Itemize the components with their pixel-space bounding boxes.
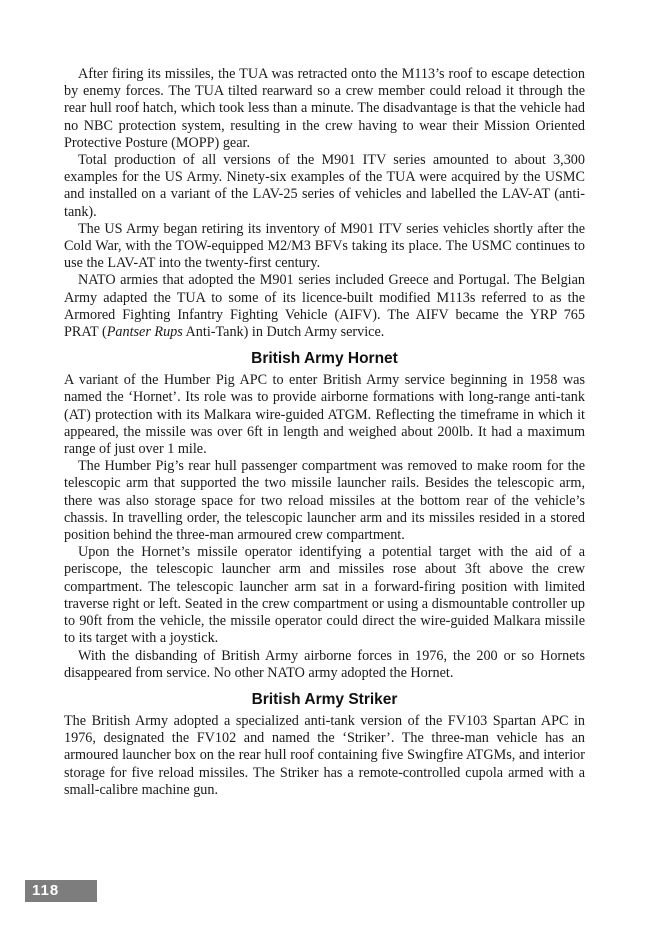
paragraph: Upon the Hornet’s missile operator identifying a potential target with the aid of a periscope, the telescopic launcher arm and missiles rose about 3ft above the crew compartment. The telescopic launcher arm sat in a forward-firing position with limited traverse right or left. Seated in the crew compartment or using a dismountable controller up to 90ft from the vehicle, the missile operator could direct the wire-guided Malkara missile to its target with a joystick. [64,544,585,647]
paragraph: A variant of the Humber Pig APC to enter British Army service beginning in 1958 was named the ‘Hornet’. Its role was to provide airborne formations with long-range anti-tank (AT) protection with its Malkara wire-guided ATGM. Reflecting the timeframe in which it appeared, the missile was over 6ft in length and weighed about 200lb. It had a maximum range of just over 1 mile. [64,372,585,458]
paragraph: After firing its missiles, the TUA was retracted onto the M113’s roof to escape detection by enemy forces. The TUA tilted rearward so a crew member could reload it through the rear hull roof hatch, which took less than a minute. The disadvantage is that the vehicle had no NBC protection system, resulting in the crew having to wear their Mission Oriented Protective Posture (MOPP) gear. [64,66,585,151]
page-body [64,66,585,799]
paragraph-with-italic [64,272,585,341]
text-run: NATO armies that adopted the M901 series included Greece and Portugal. The Belgian Army adapted the TUA to some of its licence-built modified M113s referred to as the Armored Fighting Infantry Fighting Vehicle (AIFV). The AIFV became the YRP 765 PRAT ( [64,272,585,341]
paragraph: The Humber Pig’s rear hull passenger compartment was removed to make room for the telescopic arm that supported the two missile launcher rails. Besides the telescopic arm, there was also storage space for two reload missiles at the bottom rear of the vehicle’s chassis. In travelling order, the telescopic launcher arm and its missiles resided in a stored position behind the three-man armoured crew compartment. [64,458,585,544]
paragraph: Total production of all versions of the M901 ITV series amounted to about 3,300 examples for the US Army. Ninety-six examples of the TUA were acquired by the USMC and installed on a variant of the LAV-25 series of vehicles and labelled the LAV-AT (anti-tank). [64,152,585,220]
paragraph: The British Army adopted a specialized anti-tank version of the FV103 Spartan APC in 1976, designated the FV102 and named the ‘Striker’. The three-man vehicle has an armoured launcher box on the rear hull roof containing five Swingfire ATGMs, and interior storage for five reload missiles. The Striker has a remote-controlled cupola armed with a small-calibre machine gun. [64,712,585,798]
text-run: Anti-Tank) in Dutch Army service. [182,324,385,341]
section-heading-striker: British Army Striker [251,690,398,708]
page-number: 118 [25,880,97,902]
paragraph: The US Army began retiring its inventory of M901 ITV series vehicles shortly after the Cold War, with the TOW-equipped M2/M3 BFVs taking its place. The USMC continues to use the LAV-AT into the twenty-first century. [64,220,585,272]
section-heading-hornet: British Army Hornet [251,350,398,368]
italic-term: Pantser Rups [106,324,183,341]
paragraph: With the disbanding of British Army airborne forces in 1976, the 200 or so Hornets disappeared from service. No other NATO army adopted the Hornet. [64,647,585,681]
